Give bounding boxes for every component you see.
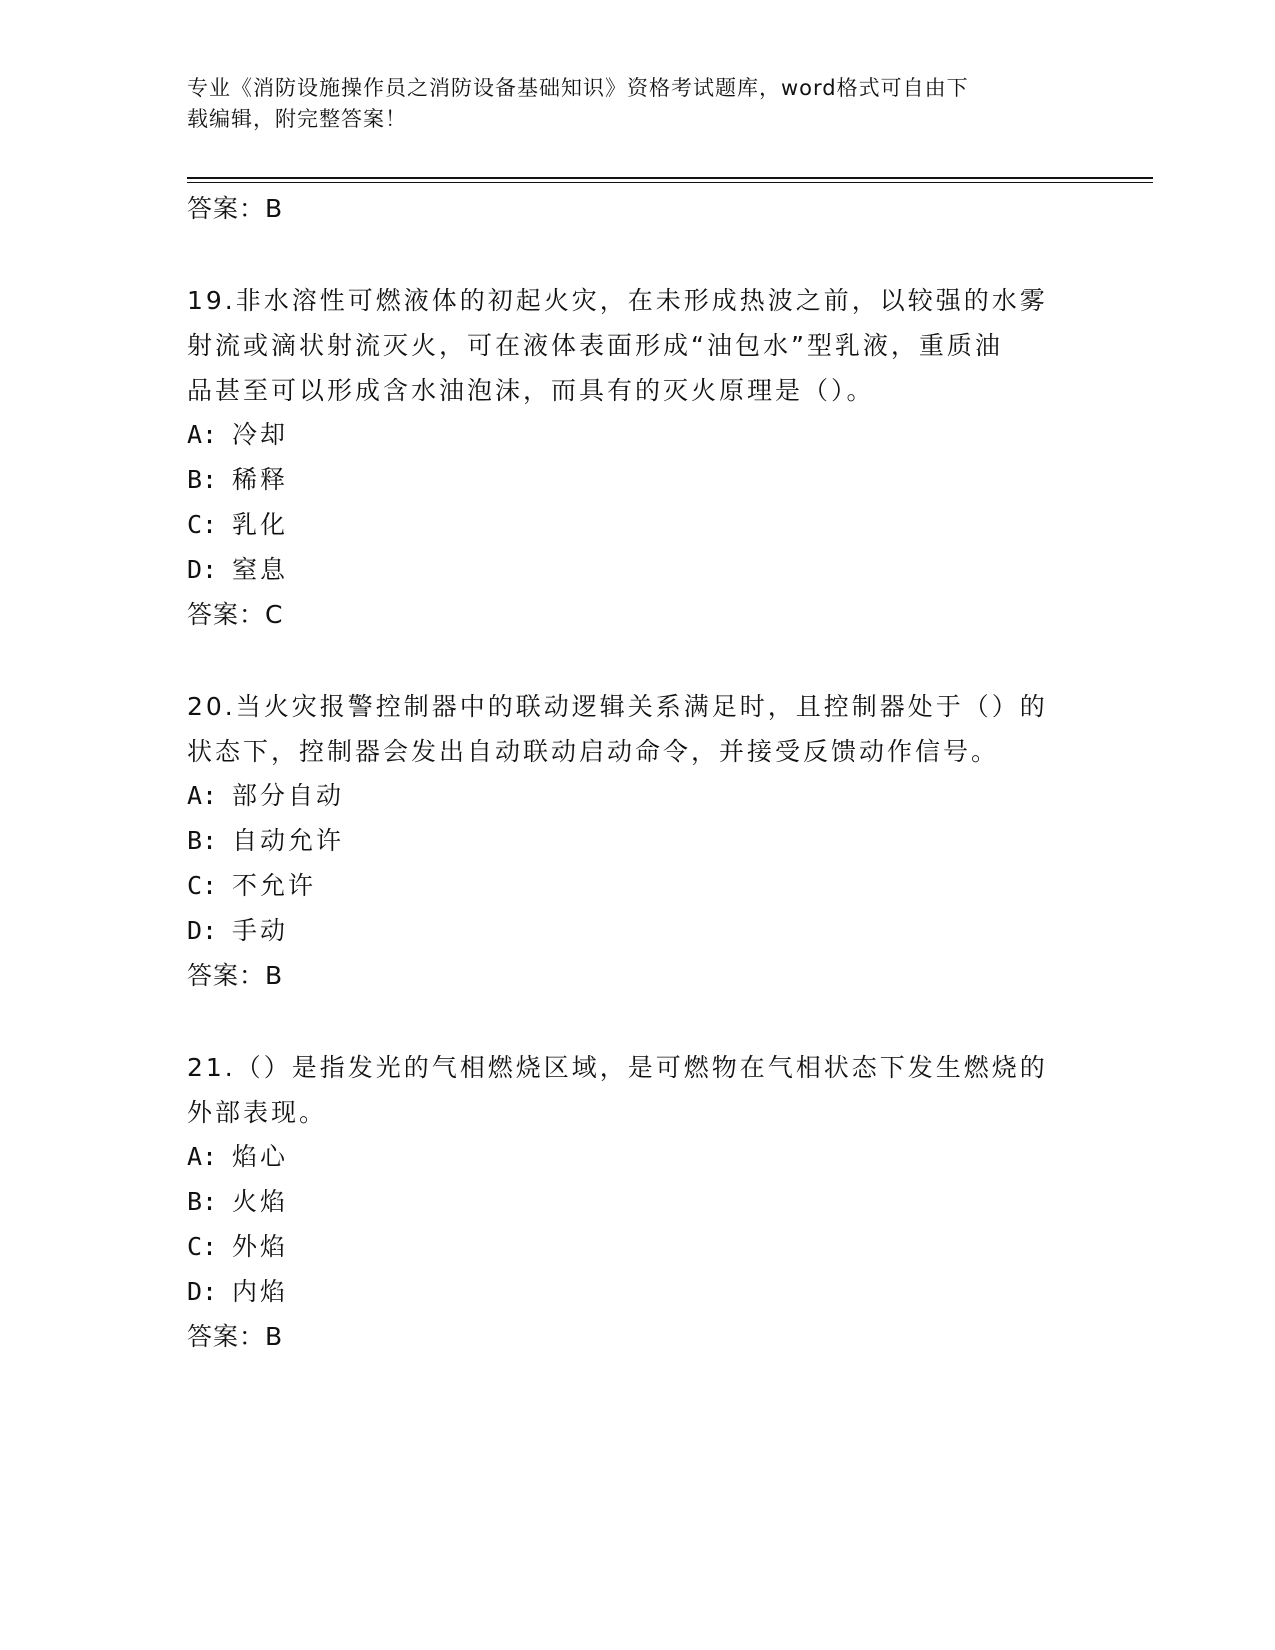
question-20-option-a: A: 部分自动 <box>187 781 345 810</box>
question-20-line-1: 20.当火灾报警控制器中的联动逻辑关系满足时，且控制器处于（）的 <box>187 692 1048 721</box>
question-21-line-2: 外部表现。 <box>187 1098 328 1127</box>
header-rule-thin <box>187 182 1153 183</box>
question-19-option-a: A: 冷却 <box>187 420 289 449</box>
header-line-1: 专业《消防设施操作员之消防设备基础知识》资格考试题库，word格式可自由下 <box>187 76 969 100</box>
question-20-line-2: 状态下，控制器会发出自动联动启动命令，并接受反馈动作信号。 <box>187 737 1000 766</box>
question-19-option-c: C: 乳化 <box>187 510 289 539</box>
question-21-option-c: C: 外焰 <box>187 1232 289 1261</box>
question-19-line-1: 19.非水溶性可燃液体的初起火灾，在未形成热波之前，以较强的水雾 <box>187 286 1048 315</box>
previous-answer: 答案：B <box>187 194 284 223</box>
question-21-option-a: A: 焰心 <box>187 1142 289 1171</box>
header-rule-thick <box>187 177 1153 179</box>
question-20-option-d: D: 手动 <box>187 916 289 945</box>
question-20-option-c: C: 不允许 <box>187 871 317 900</box>
question-21-line-1: 21.（）是指发光的气相燃烧区域，是可燃物在气相状态下发生燃烧的 <box>187 1053 1048 1082</box>
question-21-answer: 答案：B <box>187 1322 284 1351</box>
question-19-line-2: 射流或滴状射流灭火，可在液体表面形成“油包水”型乳液，重质油 <box>187 331 1003 360</box>
question-21-option-b: B: 火焰 <box>187 1187 289 1216</box>
question-19-option-b: B: 稀释 <box>187 465 289 494</box>
question-19-option-d: D: 窒息 <box>187 555 289 584</box>
question-19-line-3: 品甚至可以形成含水油泡沫，而具有的灭火原理是（）。 <box>187 376 875 405</box>
question-21-option-d: D: 内焰 <box>187 1277 289 1306</box>
header-line-2: 载编辑，附完整答案！ <box>187 107 407 131</box>
document-header <box>187 73 1067 135</box>
question-20-answer: 答案：B <box>187 961 284 990</box>
question-19-answer: 答案：C <box>187 600 284 629</box>
question-20-option-b: B: 自动允许 <box>187 826 345 855</box>
